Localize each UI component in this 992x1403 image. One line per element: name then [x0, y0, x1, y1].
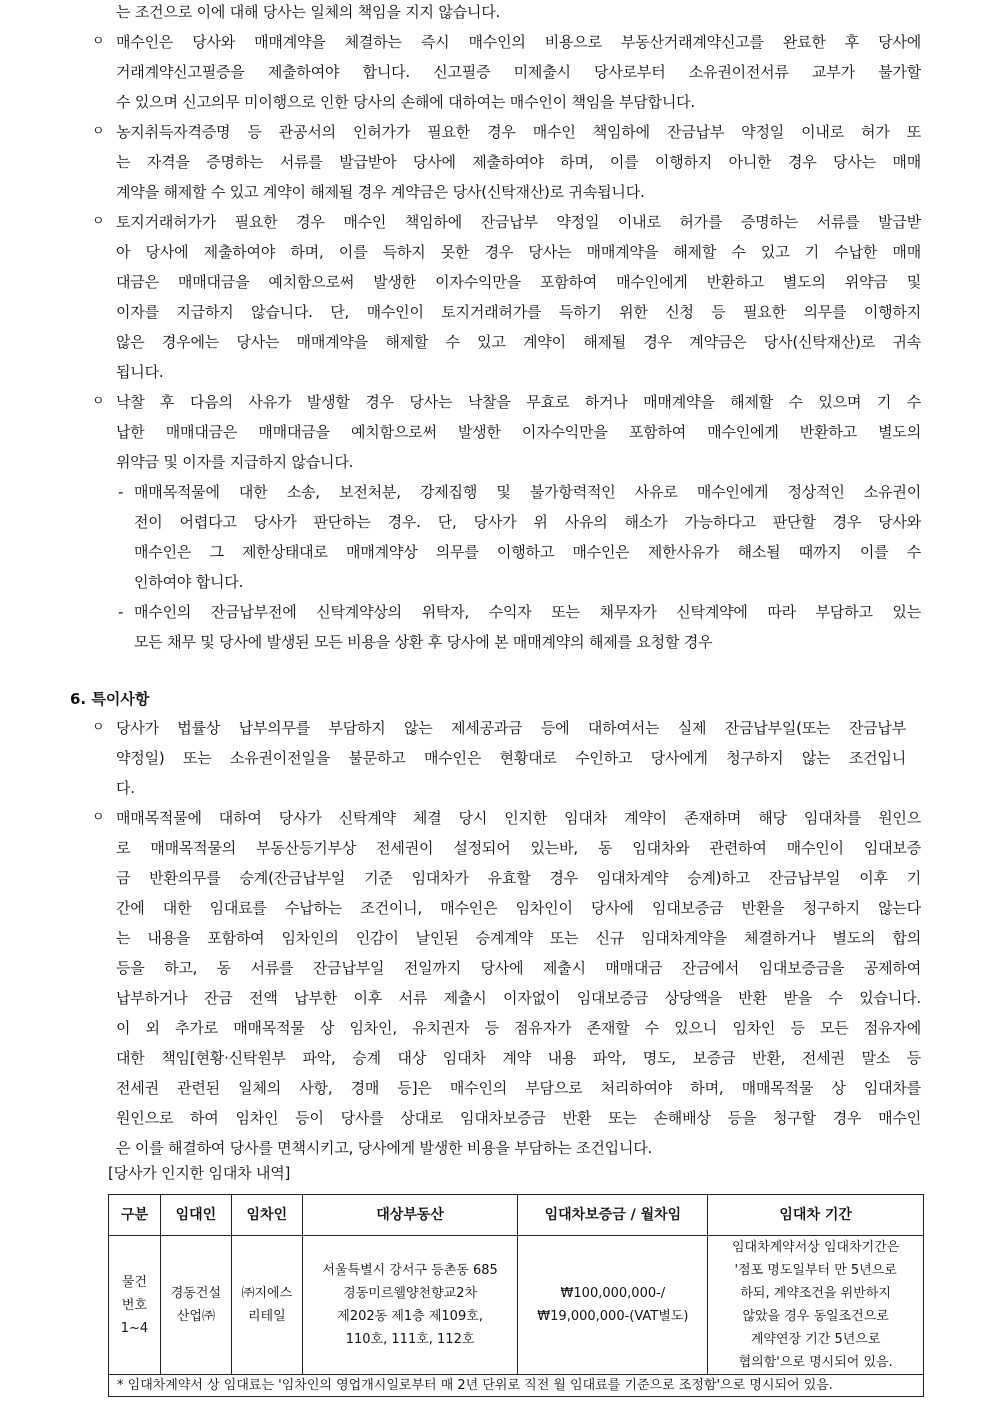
paragraph-line: 매수인은 당사와 매매계약을 체결하는 즉시 매수인의 비용으로 부동산거래계약신고를 완료한 후 당사에 — [116, 33, 921, 51]
bullet-icon: ㅇ — [92, 720, 105, 735]
table-caption: [당사가 인지한 임대차 내역] — [108, 1164, 291, 1182]
column-header: 임차인 — [231, 1195, 302, 1236]
paragraph-line: 당사가 법률상 납부의무를 부담하지 않는 제세공과금 등에 대하여서는 실제 잔금납부일(또는 잔금납부 — [116, 719, 906, 737]
cell-line: ₩100,000,000-/ — [560, 1286, 666, 1301]
cell-line: 리테일 — [247, 1309, 286, 1324]
paragraph-line: 낙찰 후 다음의 사유가 발생할 경우 당사는 낙찰을 무효로 하거나 매매계약을 해제할 수 있으며 기 수 — [116, 393, 922, 411]
paragraph-line: 농지취득자격증명 등 관공서의 인허가가 필요한 경우 매수인 책임하에 잔금납부 약정일 이내로 허가 또 — [116, 123, 921, 141]
lessee-cell — [231, 1236, 302, 1375]
category-cell — [109, 1236, 161, 1375]
bullet-icon: ㅇ — [92, 214, 105, 229]
paragraph-line: 않은 경우에는 당사는 매매계약을 해제할 수 있고 계약이 해제될 경우 계약금은 당사(신탁재산)로 귀속 — [116, 333, 921, 351]
paragraph-line: 매수인은 그 제한상태대로 매매계약상 의무를 이행하고 매수인은 제한사유가 해소될 때까지 이를 수 — [134, 543, 921, 561]
paragraph-line: 간에 대한 임대료를 수납하는 조건이니, 매수인은 임차인이 당사에 임대보증금 반환을 청구하지 않는다 — [116, 899, 921, 917]
property-cell — [302, 1236, 518, 1375]
bullet-icon: ㅇ — [92, 810, 105, 825]
lessor-cell — [160, 1236, 231, 1375]
paragraph-line: 다. — [116, 779, 135, 797]
cell-line: ㈜지에스 — [241, 1286, 293, 1301]
cell-line: 110호, 111호, 112호 — [345, 1332, 475, 1347]
cell-line: 물건 — [121, 1274, 148, 1290]
paragraph-line: 거래계약신고필증을 제출하여야 합니다. 신고필증 미제출시 당사로부터 소유권이전서류 교부가 불가할 — [116, 63, 921, 81]
paragraph-line: 매수인의 잔금납부전에 신탁계약상의 위탁자, 수익자 또는 채무자가 신탁계약에 따라 부담하고 있는 — [134, 603, 921, 621]
cell-line: 번호 — [121, 1297, 148, 1313]
cell-line: 경동미르웰양천향교2차 — [343, 1286, 478, 1301]
bullet-icon: ㅇ — [92, 394, 105, 409]
cell-line: ₩19,000,000-(VAT별도) — [537, 1309, 689, 1324]
cell-line: 제202동 제1층 제109호, — [337, 1309, 483, 1324]
paragraph-line: 전세권 관련된 일체의 사항, 경매 등]은 매수인의 부담으로 처리하여야 하며, 매매목적물 상 임대차를 — [116, 1079, 921, 1097]
table-footnote: * 임대차계약서 상 임대료는 '임차인의 영업개시일로부터 매 2년 단위로 직전 월 임대료를 기준으로 조정함'으로 명시되어 있음. — [109, 1375, 924, 1397]
paragraph-line: 매매목적물에 대한 소송, 보전처분, 강제집행 및 불가항력적인 사유로 매수인에게 정상적인 소유권이 — [134, 483, 921, 501]
dash-marker: - — [118, 603, 124, 621]
paragraph-line: 는 자격을 증명하는 서류를 발급받아 당사에 제출하여야 하며, 이를 이행하지 아니한 경우 당사는 매매 — [116, 153, 921, 171]
paragraph-line: 납한 매매대금은 매매대금을 예치함으로써 발생한 이자수익만을 포함하여 매수인에게 반환하고 별도의 — [116, 423, 921, 441]
paragraph-line: 됩니다. — [116, 363, 164, 381]
paragraph-line: 납부하거나 잔금 전액 납부한 이후 서류 제출시 이자없이 임대보증금 상당액을 반환 받을 수 있습니다. — [116, 989, 921, 1007]
cell-line: 하되, 계약조건을 위반하지 — [740, 1286, 891, 1301]
paragraph-line: 매매목적물에 대하여 당사가 신탁계약 체결 당시 인지한 임대차 계약이 존재하며 해당 임대차를 원인으 — [116, 809, 921, 827]
period-cell — [708, 1236, 924, 1375]
cell-line: '점포 명도일부터 만 5년으로 — [734, 1263, 897, 1278]
section-heading: 6. 특이사항 — [70, 690, 150, 708]
column-header: 구분 — [109, 1195, 161, 1236]
column-header: 임대차보증금 / 월차임 — [518, 1195, 708, 1236]
paragraph-line: 로 매매목적물의 부동산등기부상 전세권이 설정되어 있는바, 동 임대차와 관련하여 매수인이 임대보증 — [116, 839, 921, 857]
paragraph-line: 계약을 해제할 수 있고 계약이 해제될 경우 계약금은 당사(신탁재산)로 귀속됩니다. — [116, 183, 645, 201]
column-header: 대상부동산 — [302, 1195, 518, 1236]
paragraph-line: 는 조건으로 이에 대해 당사는 일체의 책임을 지지 않습니다. — [116, 3, 501, 21]
paragraph-line: 대한 책임[현황·신탁원부 파악, 승계 대상 임대차 계약 내용 파악, 명도, 보증금 반환, 전세권 말소 등 — [116, 1049, 921, 1067]
cell-line: 산업㈜ — [176, 1309, 215, 1324]
cell-line: 경동건설 — [170, 1286, 222, 1301]
column-header: 임대차 기간 — [708, 1195, 924, 1236]
dash-marker: - — [118, 483, 124, 501]
paragraph-line: 이자를 지급하지 않습니다. 단, 매수인이 토지거래허가를 득하기 위한 신청 등 필요한 의무를 이행하지 — [116, 303, 921, 321]
bullet-icon: ㅇ — [92, 34, 105, 49]
paragraph-line: 등을 하고, 동 서류를 잔금납부일 전일까지 당사에 제출시 매매대금 잔금에서 임대보증금을 공제하여 — [116, 959, 921, 977]
paragraph-line: 아 당사에 제출하여야 하며, 이를 득하지 못한 경우 당사는 매매계약을 해제할 수 있고 기 수납한 매매 — [116, 243, 921, 261]
bullet-icon: ㅇ — [92, 124, 105, 139]
paragraph-line: 는 내용을 포함하여 임차인의 인감이 날인된 승계계약 또는 신규 임대차계약을 체결하거나 별도의 합의 — [116, 929, 921, 947]
paragraph-line: 모든 채무 및 당사에 발생된 모든 비용을 상환 후 당사에 본 매매계약의 해제를 요청할 경우 — [134, 633, 713, 651]
table-header-row — [109, 1195, 924, 1236]
paragraph-line: 수 있으며 신고의무 미이행으로 인한 당사의 손해에 대하여는 매수인이 책임을 부담합니다. — [116, 93, 695, 111]
paragraph-line: 토지거래허가가 필요한 경우 매수인 책임하에 잔금납부 약정일 이내로 허가를 증명하는 서류를 발급받 — [116, 213, 921, 231]
paragraph-line: 전이 어렵다고 당사가 판단하는 경우. 단, 당사가 위 사유의 해소가 가능하다고 판단할 경우 당사와 — [134, 513, 921, 531]
lease-table — [108, 1194, 924, 1397]
paragraph-line: 대금은 매매대금을 예치함으로써 발생한 이자수익만을 포함하여 매수인에게 반환하고 별도의 위약금 및 — [116, 273, 921, 291]
cell-line: 서울특별시 강서구 등촌동 685 — [322, 1263, 498, 1278]
column-header: 임대인 — [160, 1195, 231, 1236]
table-footnote-row — [109, 1375, 924, 1397]
paragraph-line: 은 이를 해결하여 당사를 면책시키고, 당사에게 발생한 비용을 부담하는 조건입니다. — [116, 1139, 653, 1157]
cell-line: 않았을 경우 동일조건으로 — [742, 1309, 889, 1324]
table-row — [109, 1236, 924, 1375]
paragraph-line: 금 반환의무를 승계(잔금납부일 기준 임대차가 유효할 경우 임대차계약 승계)하고 잔금납부일 이후 기 — [116, 869, 921, 887]
deposit-rent-cell — [518, 1236, 708, 1375]
cell-line: 계약연장 기간 5년으로 — [750, 1332, 881, 1347]
cell-line: 협의함'으로 명시되어 있음. — [738, 1355, 893, 1370]
paragraph-line: 이 외 추가로 매매목적물 상 임차인, 유치권자 등 점유자가 존재할 수 있으니 임차인 등 모든 점유자에 — [116, 1019, 921, 1037]
paragraph-line: 원인으로 하여 임차인 등이 당사를 상대로 임대차보증금 반환 또는 손해배상 등을 청구할 경우 매수인 — [116, 1109, 921, 1127]
cell-line: 1~4 — [120, 1320, 149, 1336]
paragraph-line: 약정일) 또는 소유권이전일을 불문하고 매수인은 현황대로 수인하고 당사에게 청구하지 않는 조건입니 — [116, 749, 906, 767]
cell-line: 임대차계약서상 임대차기간은 — [731, 1240, 900, 1255]
paragraph-line: 위약금 및 이자를 지급하지 않습니다. — [116, 453, 354, 471]
paragraph-line: 인하여야 합니다. — [134, 573, 244, 591]
